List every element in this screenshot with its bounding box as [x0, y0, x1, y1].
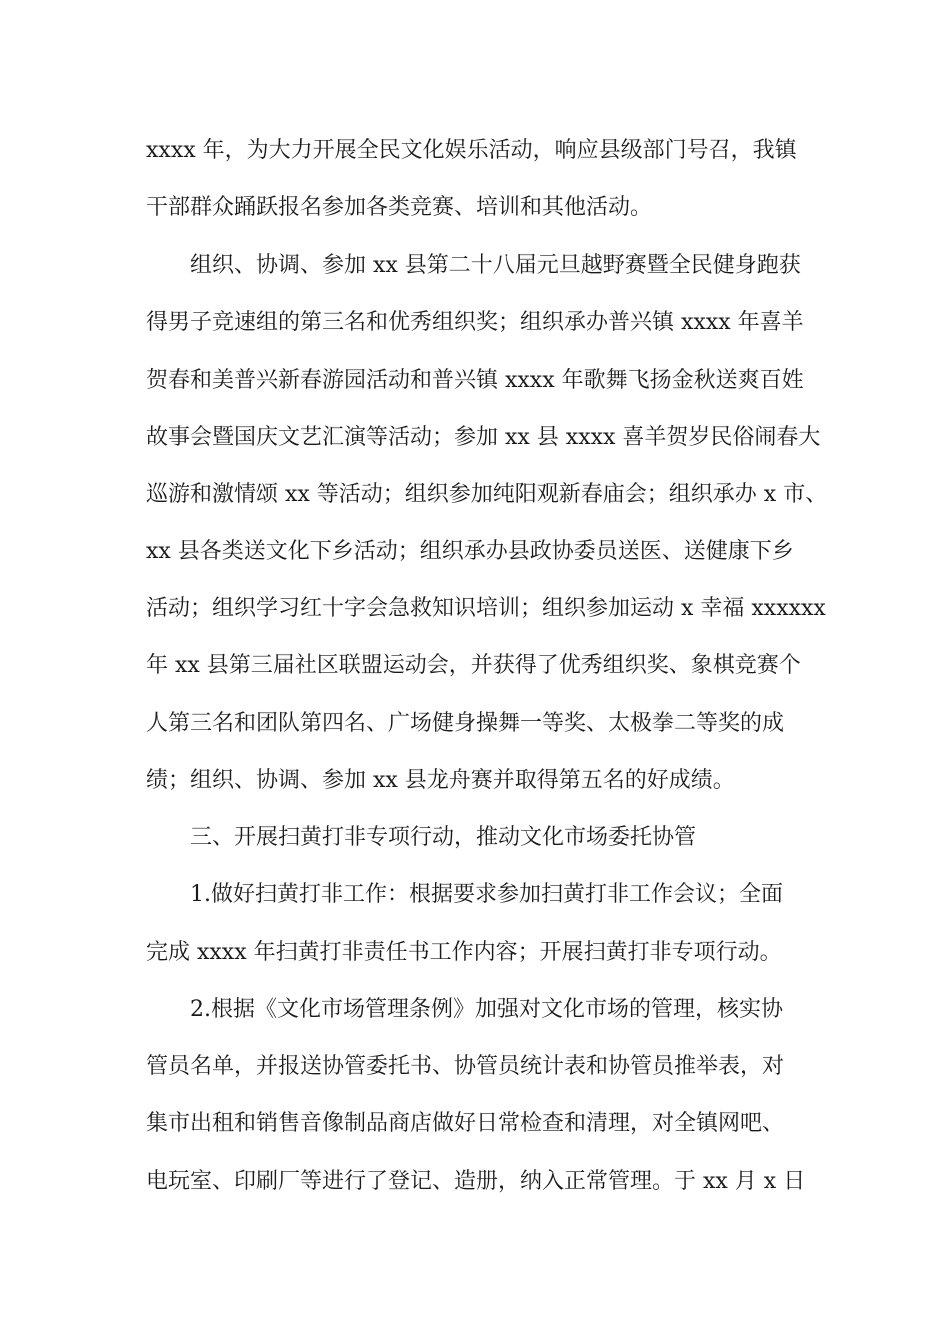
text-line: 1.做好扫黄打非工作：根据要求参加扫黄打非工作会议；全面 — [190, 882, 783, 907]
text-line: 集市出租和销售音像制品商店做好日常检查和清理，对全镇网吧、 — [146, 1111, 785, 1136]
text-line: 故事会暨国庆文艺汇演等活动；参加 xx 县 xxxx 喜羊贺岁民俗闹春大 — [146, 425, 821, 450]
text-line: 完成 xxxx 年扫黄打非责任书工作内容；开展扫黄打非专项行动。 — [146, 940, 782, 965]
text-line: 干部群众踊跃报名参加各类竞赛、培训和其他活动。 — [146, 195, 653, 220]
text-line: 人第三名和团队第四名、广场健身操舞一等奖、太极拳二等奖的成 — [146, 711, 785, 736]
text-line: 管员名单，并报送协管委托书、协管员统计表和协管员推举表，对 — [146, 1054, 785, 1079]
text-line: 组织、协调、参加 xx 县第二十八届元旦越野赛暨全民健身跑获 — [190, 253, 801, 278]
text-line: 电玩室、印刷厂等进行了登记、造册，纳入正常管理。于 xx 月 x 日 — [146, 1169, 806, 1194]
text-line: xxxx 年，为大力开展全民文化娱乐活动，响应县级部门号召，我镇 — [146, 138, 797, 163]
text-line: 2.根据《文化市场管理条例》加强对文化市场的管理，核实协 — [190, 997, 783, 1022]
text-line: 年 xx 县第三届社区联盟运动会，并获得了优秀组织奖、象棋竞赛个 — [146, 653, 801, 678]
text-line: 绩；组织、协调、参加 xx 县龙舟赛并取得第五名的好成绩。 — [146, 768, 735, 793]
text-line: 巡游和激情颂 xx 等活动；组织参加纯阳观新春庙会；组织承办 x 市、 — [146, 482, 828, 507]
text-line: 得男子竞速组的第三名和优秀组织奖；组织承办普兴镇 xxxx 年喜羊 — [146, 310, 804, 335]
text-line: 活动；组织学习红十字会急救知识培训；组织参加运动 x 幸福 xxxxxx — [146, 596, 826, 621]
section-heading: 三、开展扫黄打非专项行动，推动文化市场委托协管 — [190, 825, 697, 850]
text-line: 贺春和美普兴新春游园活动和普兴镇 xxxx 年歌舞飞扬金秋送爽百姓 — [146, 368, 804, 393]
text-line: xx 县各类送文化下乡活动；组织承办县政协委员送医、送健康下乡 — [146, 539, 794, 564]
